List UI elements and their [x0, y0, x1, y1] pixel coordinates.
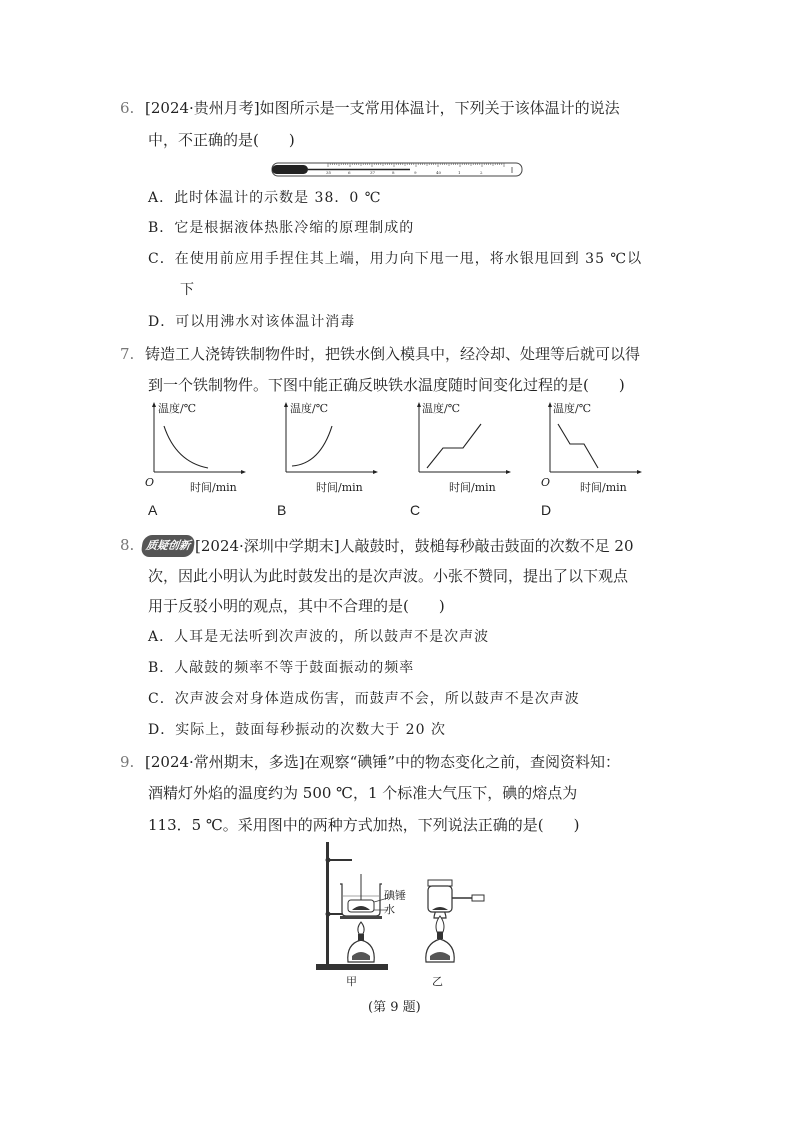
- scale-label: 6: [348, 170, 351, 175]
- question-text: 中，不正确的是( ): [148, 131, 295, 149]
- apparatus-yi-label: 乙: [432, 975, 443, 988]
- graph-c: [407, 398, 517, 498]
- option-d: D．可以用沸水对该体温计消毒: [148, 314, 356, 330]
- question-number: 8.: [120, 536, 135, 554]
- question-text: 酒精灯外焰的温度约为 500 ℃，1 个标准大气压下，碘的熔点为: [148, 784, 578, 802]
- option-c-continuation: 下: [180, 282, 195, 298]
- graph-curve: [164, 426, 208, 468]
- graph-a-letter: A: [148, 502, 158, 518]
- question-number: 9.: [120, 753, 135, 771]
- graph-a: [142, 398, 252, 498]
- graph-d: [538, 398, 648, 498]
- question-text: 铸造工人浇铸铁制物件时，把铁水倒入模具中，经冷却、处理等后就可以得: [145, 345, 641, 363]
- heating-apparatus-figure: [312, 840, 492, 990]
- graph-curve: [427, 424, 481, 468]
- water-label: 水: [384, 903, 395, 916]
- innovation-badge: 质疑创新: [140, 535, 195, 557]
- scale-label: 8: [392, 170, 395, 175]
- question-number: 6.: [120, 99, 135, 117]
- graph-curve: [292, 426, 332, 466]
- y-axis-label: 温度/℃: [422, 402, 461, 415]
- option-b: B．它是根据液体热胀冷缩的原理制成的: [148, 220, 415, 236]
- graph-c-letter: C: [410, 502, 421, 518]
- question-text: [2024·贵州月考]如图所示是一支常用体温计，下列关于该体温计的说法: [145, 99, 620, 117]
- graph-d-letter: D: [541, 502, 552, 518]
- question-text: 用于反驳小明的观点，其中不合理的是( ): [148, 597, 445, 615]
- thermometer-bulb: [272, 165, 308, 174]
- option-c: C．次声波会对身体造成伤害，而鼓声不会，所以鼓声不是次声波: [148, 691, 580, 707]
- question-text: 次，因此小明认为此时鼓发出的是次声波。小张不赞同，提出了以下观点: [148, 567, 629, 585]
- scale-label: 40: [436, 170, 442, 175]
- question-text: [2024·常州期末，多选]在观察“碘锤”中的物态变化之前，查阅资料知：: [145, 753, 620, 771]
- origin-label: O: [541, 476, 551, 489]
- option-a: A．此时体温计的示数是 38．0 ℃: [148, 190, 382, 206]
- scale-label: 1: [458, 170, 461, 175]
- option-c: C．在使用前应用手捏住其上端，用力向下甩一甩，将水银甩回到 35 ℃以: [148, 251, 643, 267]
- question-text: [142, 535, 634, 557]
- origin-label: O: [145, 476, 155, 489]
- option-a: A．人耳是无法听到次声波的，所以鼓声不是次声波: [148, 629, 490, 645]
- x-axis-label: 时间/min: [190, 481, 237, 494]
- scale-label: 9: [414, 170, 417, 175]
- x-axis-label: 时间/min: [449, 481, 496, 494]
- iodine-hammer-label: 碘锤: [384, 889, 406, 902]
- x-axis-label: 时间/min: [316, 481, 363, 494]
- scale-label: 2: [480, 170, 483, 175]
- option-b: B．人敲鼓的频率不等于鼓面振动的频率: [148, 660, 415, 676]
- graph-b-letter: B: [277, 502, 287, 518]
- y-axis-label: 温度/℃: [158, 402, 197, 415]
- graph-curve: [558, 424, 598, 468]
- question-text: 113．5 ℃。采用图中的两种方式加热，下列说法正确的是( ): [148, 816, 580, 834]
- figure-caption: (第 9 题): [368, 1000, 421, 1015]
- option-d: D．实际上，鼓面每秒振动的次数大于 20 次: [148, 722, 446, 738]
- graph-b: [274, 398, 384, 498]
- question-text: 到一个铁制物件。下图中能正确反映铁水温度随时间变化过程的是( ): [148, 376, 625, 394]
- y-axis-label: 温度/℃: [553, 402, 592, 415]
- scale-label: 35: [326, 170, 332, 175]
- scale-label: 37: [370, 170, 376, 175]
- question-number: 7.: [120, 345, 135, 363]
- thermometer-figure: [268, 159, 528, 181]
- y-axis-label: 温度/℃: [290, 402, 329, 415]
- x-axis-label: 时间/min: [580, 481, 627, 494]
- apparatus-jia-label: 甲: [346, 975, 357, 988]
- question-text-line1: [2024·深圳中学期末]人敲鼓时，鼓槌每秒敲击鼓面的次数不足 20: [195, 537, 634, 555]
